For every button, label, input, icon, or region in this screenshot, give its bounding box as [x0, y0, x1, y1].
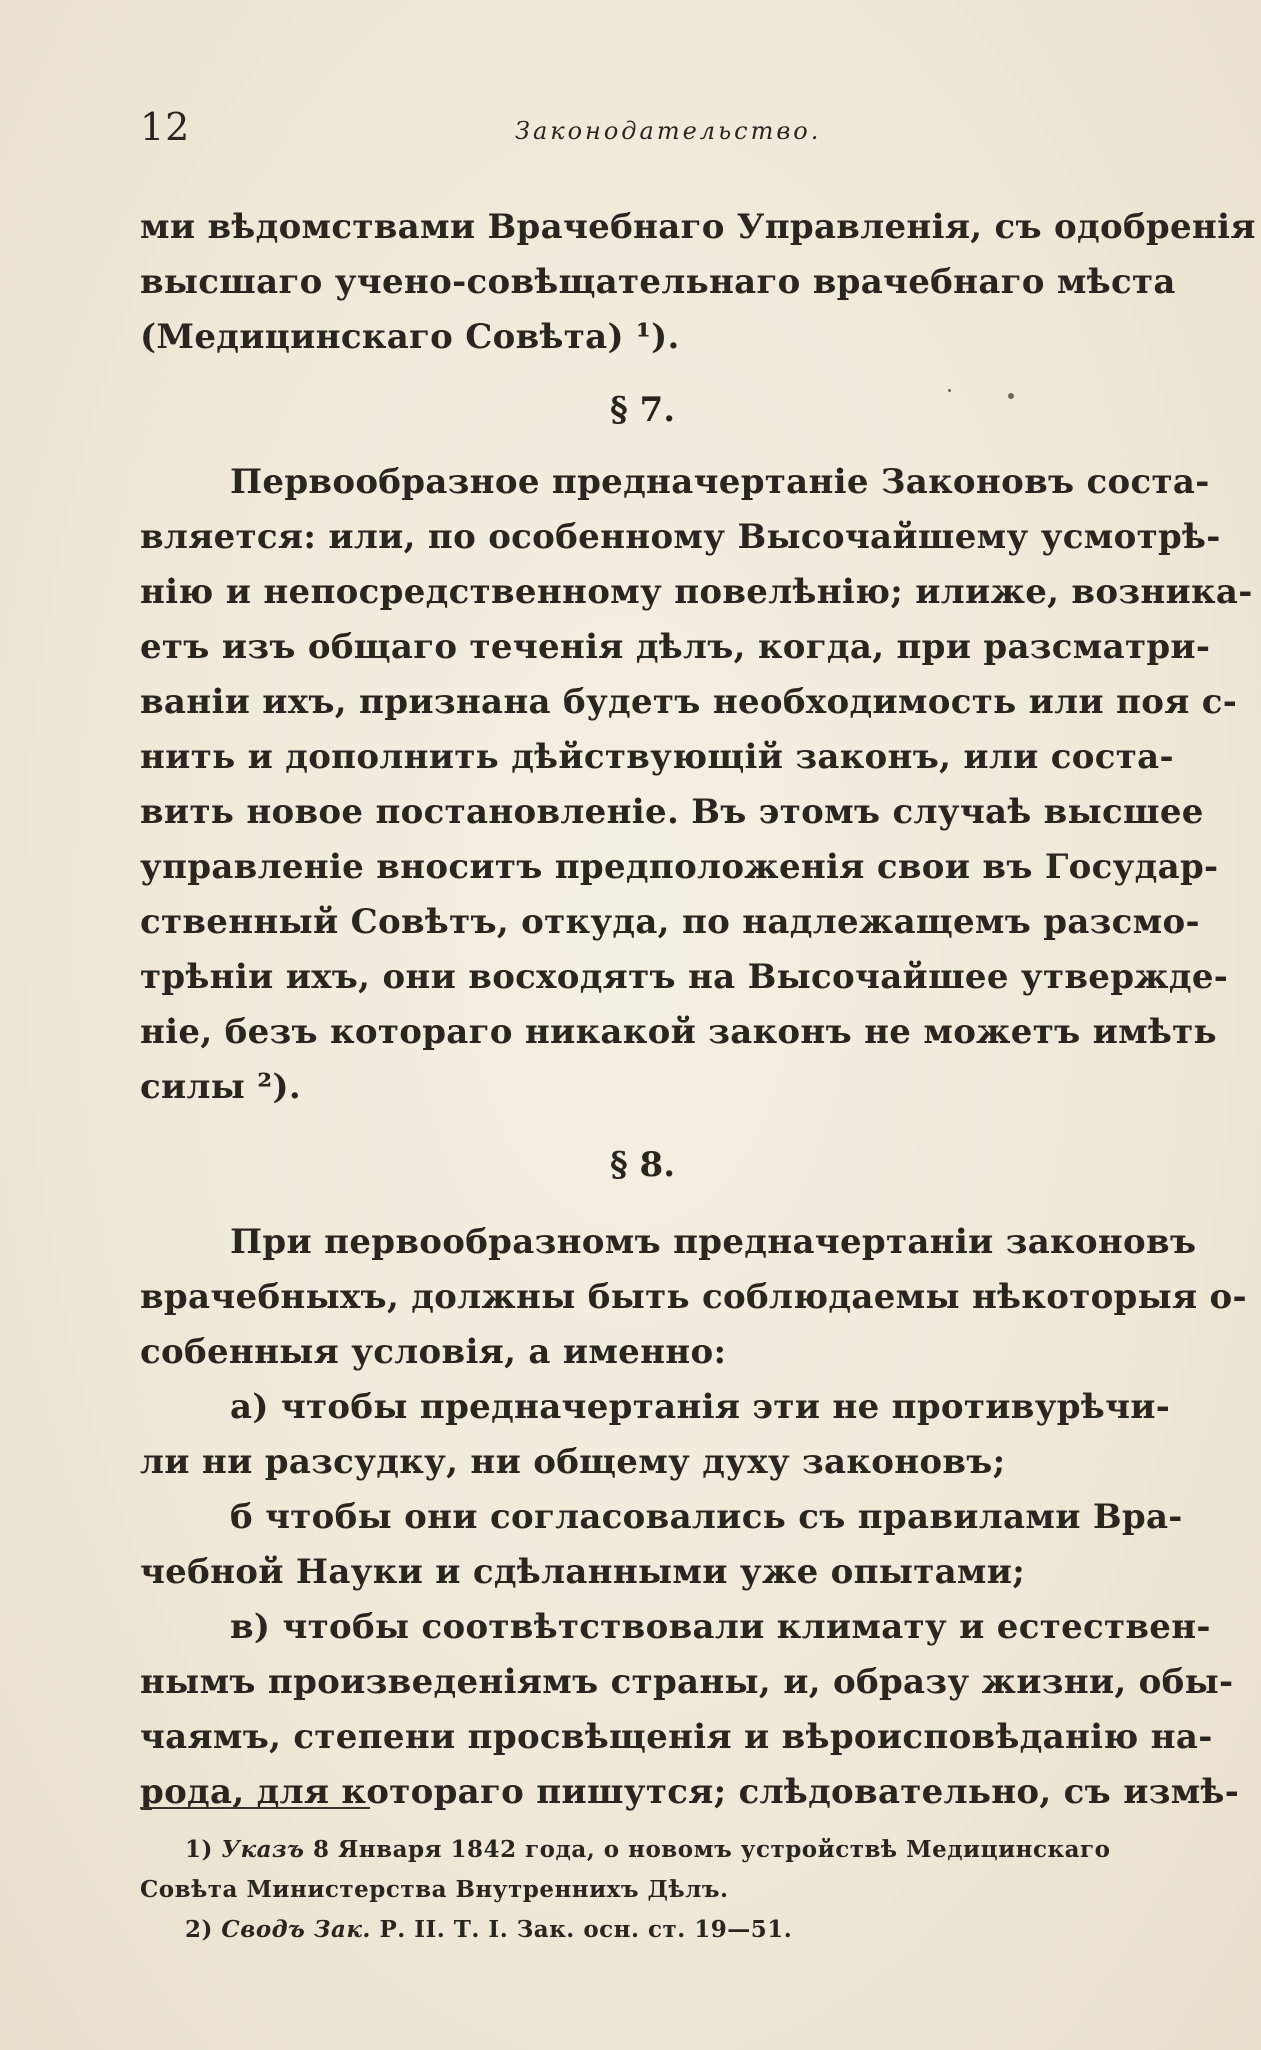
- text-line: рода, для котораго пишутся; слѣдовательно, съ измѣ-: [140, 1772, 1240, 1812]
- text-line: нію и непосредственному повелѣнію; илиже, возника-: [140, 572, 1253, 612]
- footnote-source: Указъ: [221, 1836, 305, 1863]
- ink-speck: [1008, 393, 1014, 399]
- page-header: [140, 105, 1140, 155]
- section-heading-8: § 8.: [609, 1145, 676, 1185]
- footnotes: [140, 1830, 1145, 1950]
- ink-speck: [948, 389, 951, 392]
- text-line: высшаго ученo-совѣщательнаго врачебнаго мѣста: [140, 262, 1176, 302]
- page-number: 12: [140, 105, 191, 149]
- running-head: Законодательство.: [515, 117, 822, 145]
- text-line: чаямъ, степени просвѣщенія и вѣроисповѣданію на-: [140, 1717, 1213, 1757]
- footnote-rule: [140, 1807, 370, 1809]
- text-line: (Медицинскаго Совѣта) ¹).: [140, 317, 680, 357]
- body-text: [140, 200, 1256, 1820]
- text-line: етъ изъ общаго теченія дѣлъ, когда, при разсматри-: [140, 627, 1211, 667]
- text-line: ли ни разсудку, ни общему духу законовъ;: [140, 1442, 1006, 1482]
- footnote-1: [140, 1830, 1145, 1870]
- list-item-v: в) чтобы соотвѣтствовали климату и естествен-: [230, 1607, 1211, 1647]
- list-item-a: а) чтобы предначертанія эти не противурѣчи-: [230, 1387, 1171, 1427]
- section-heading-7: § 7.: [609, 390, 676, 430]
- text-line: врачебныхъ, должны быть соблюдаемы нѣкоторыя о-: [140, 1277, 1247, 1317]
- text-line: ми вѣдомствами Врачебнаго Управленія, съ одобренія: [140, 207, 1256, 247]
- footnote-text: 8 Января 1842 года, о новомъ устройствѣ Медицинскаго: [304, 1836, 1111, 1863]
- text-line: нымъ произведеніямъ страны, и, образу жизни, обы-: [140, 1662, 1234, 1702]
- text-line: ніе, безъ котораго никакой законъ не можетъ имѣть: [140, 1012, 1217, 1052]
- text-line: трѣніи ихъ, они восходятъ на Высочайшее утвержде-: [140, 957, 1229, 997]
- text-line: силы ²).: [140, 1067, 302, 1107]
- text-line: вляется: или, по особенному Высочайшему усмотрѣ-: [140, 517, 1221, 557]
- footnote-2: [140, 1910, 1145, 1950]
- footnote-source: Сводъ Зак.: [221, 1916, 371, 1943]
- text-line: нить и дополнить дѣйствующій законъ, или соста-: [140, 737, 1174, 777]
- text-line: чебной Науки и сдѣланными уже опытами;: [140, 1552, 1026, 1592]
- footnote-text: Р. II. Т. I. Зак. осн. ст. 19—51.: [370, 1916, 793, 1943]
- footnote-marker: 2): [185, 1916, 222, 1943]
- text-line: собенныя условія, а именно:: [140, 1332, 727, 1372]
- text-line: Первообразное предначертаніе Законовъ соста-: [230, 462, 1210, 502]
- text-line: ственный Совѣтъ, откуда, по надлежащемъ разсмо-: [140, 902, 1200, 942]
- footnote-marker: 1): [185, 1836, 222, 1863]
- text-line: ваніи ихъ, признана будетъ необходимость или поя с-: [140, 682, 1238, 722]
- list-item-b: б чтобы они согласовались съ правилами Вра-: [230, 1497, 1183, 1537]
- footnote-1-continuation: Совѣта Министерства Внутреннихъ Дѣлъ.: [140, 1876, 729, 1903]
- text-line: вить новое постановленіе. Въ этомъ случаѣ высшее: [140, 792, 1204, 832]
- text-line: управленіе вноситъ предположенія свои въ Государ-: [140, 847, 1219, 887]
- text-line: При первообразномъ предначертаніи законовъ: [230, 1222, 1197, 1262]
